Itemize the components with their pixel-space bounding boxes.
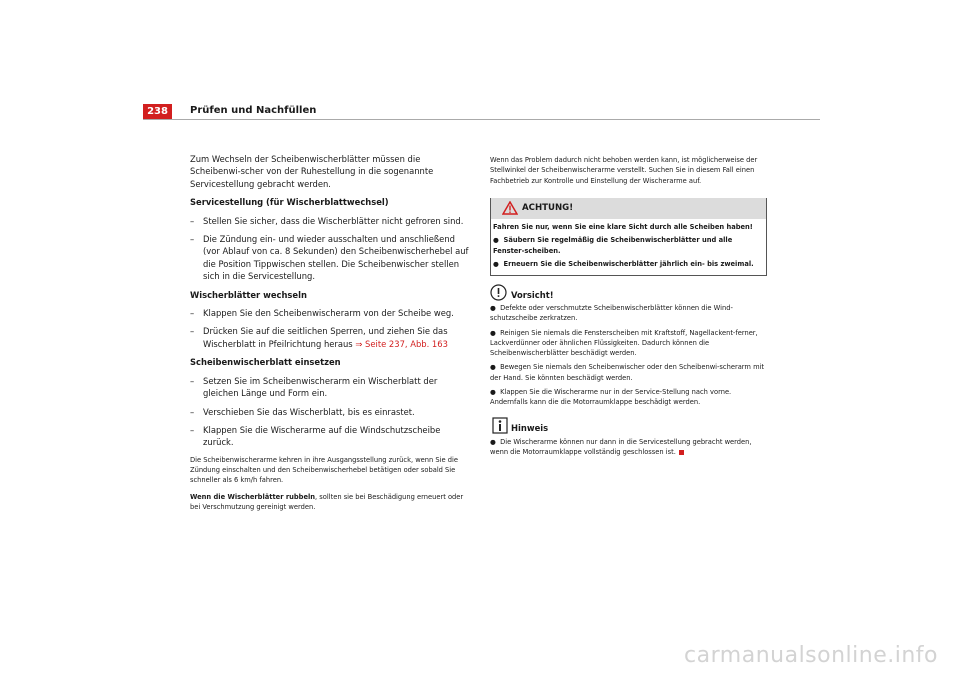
- page-number: 238: [143, 104, 172, 120]
- page-reference-link[interactable]: ⇒ Seite 237, Abb. 163: [355, 338, 448, 349]
- left-column: [190, 153, 470, 518]
- section-heading-einsetzen: Scheibenwischerblatt einsetzen: [190, 357, 341, 368]
- section-heading-wechseln: Wischerblätter wechseln: [190, 289, 307, 300]
- info-note-icon: [492, 417, 508, 434]
- warning-item-text: Säubern Sie regelmäßig die Scheibenwischerblätter und alle Fenster-scheiben.: [493, 236, 733, 255]
- note-rest: , sollten sie bei Beschädigung erneuert oder bei Verschmutzung gereinigt werden.: [190, 492, 464, 511]
- hint-item: ● Die Wischerarme können nur dann in die Servicestellung gebracht werden, wenn die Motorraumklappe vollständig geschlossen ist.: [490, 438, 752, 457]
- page-header-title: Prüfen und Nachfüllen: [190, 105, 317, 116]
- hint-section: [490, 417, 765, 458]
- warning-title: ACHTUNG!: [522, 203, 574, 213]
- caution-header: [490, 284, 765, 303]
- list-item: – Die Zündung ein- und wieder ausschalten und anschließend (vor Ablauf von ca. 8 Sekunden) den Scheibenwischerhebel auf die Position Tippwischen stellen. Die Scheibenwischer stellen sich in die Servicestellung.: [190, 234, 469, 282]
- note-bold-lead: Wenn die Wischerblätter rubbeln: [190, 492, 316, 501]
- exclamation-circle-icon: [490, 284, 507, 301]
- note-paragraph-rubbeln: [190, 492, 470, 513]
- warning-body: [491, 219, 766, 275]
- caution-item-text: Klappen Sie die Wischerarme nur in der Service-Stellung nach vorne. Andernfalls kann die die Motorraumklappe beschädigt werden.: [490, 388, 732, 407]
- warning-item: ● Säubern Sie regelmäßig die Scheibenwischerblätter und alle Fenster-scheiben.: [493, 236, 733, 255]
- list-item-text: Setzen Sie im Scheibenwischerarm ein Wischerblatt der gleichen Länge und Form ein.: [203, 375, 438, 399]
- warning-item-text: Erneuern Sie die Scheibenwischerblätter jährlich ein- bis zweimal.: [503, 259, 754, 268]
- right-intro-text: Wenn das Problem dadurch nicht behoben werden kann, ist möglicherweise der Stellwinkel der Scheibenwischerarme verstellt. Suchen Sie in diesem Fall einen Fachbetrieb zur Kontrolle und Einstellung der Wischerarme auf.: [490, 156, 758, 185]
- list-item-text: Die Zündung ein- und wieder ausschalten und anschließend (vor Ablauf von ca. 8 Sekunden) den Scheibenwischerhebel auf die Position Tippwischen stellen. Die Scheibenwischer stellen sich in die Servicestellung.: [203, 234, 469, 282]
- hint-item-text: Die Wischerarme können nur dann in die Servicestellung gebracht werden, wenn die Motorraumklappe vollständig geschlossen ist.: [490, 438, 752, 457]
- caution-item-text: Bewegen Sie niemals den Scheibenwischer oder den Scheibenwi-scherarm mit der Hand. Sie könnten beschädigt werden.: [490, 363, 765, 382]
- list-item: – Setzen Sie im Scheibenwischerarm ein Wischerblatt der gleichen Länge und Form ein.: [190, 375, 438, 399]
- list-item-text: Klappen Sie den Scheibenwischerarm von der Scheibe weg.: [203, 308, 454, 319]
- intro-paragraph: Zum Wechseln der Scheibenwischerblätter müssen die Scheibenwi-scher von der Ruhestellung in die sogenannte Servicestellung gebracht werden.: [190, 154, 434, 189]
- list-item-text: Klappen Sie die Wischerarme auf die Windschutzscheibe zurück.: [203, 424, 441, 448]
- warning-item: ● Erneuern Sie die Scheibenwischerblätter jährlich ein- bis zweimal.: [493, 259, 754, 268]
- list-item: – Klappen Sie den Scheibenwischerarm von der Scheibe weg.: [190, 308, 454, 319]
- list-item-text: Stellen Sie sicher, dass die Wischerblätter nicht gefroren sind.: [203, 215, 464, 226]
- header-divider: [143, 119, 820, 120]
- caution-item-text: Defekte oder verschmutzte Scheibenwischerblätter können die Wind-schutzscheibe zerkratzen.: [490, 304, 733, 323]
- warning-header: [491, 198, 766, 219]
- list-item: – Klappen Sie die Wischerarme auf die Windschutzscheibe zurück.: [190, 424, 441, 448]
- end-of-section-marker: [679, 450, 684, 455]
- warning-triangle-icon: [502, 201, 518, 215]
- caution-item: ● Klappen Sie die Wischerarme nur in der Service-Stellung nach vorne. Andernfalls kann die die Motorraumklappe beschädigt werden.: [490, 388, 732, 407]
- list-item: – Stellen Sie sicher, dass die Wischerblätter nicht gefroren sind.: [190, 215, 464, 226]
- warning-box: [490, 198, 767, 276]
- caution-item: ● Defekte oder verschmutzte Scheibenwischerblätter können die Wind-schutzscheibe zerkratzen.: [490, 304, 733, 323]
- list-item: – Drücken Sie auf die seitlichen Sperren, und ziehen Sie das Wischerblatt in Pfeilrichtung heraus ⇒ Seite 237, Abb. 163: [190, 326, 448, 349]
- caution-item-text: Reinigen Sie niemals die Fensterscheiben mit Kraftstoff, Nagellackent-ferner, Lackverdünner oder ähnlichen Flüssigkeiten. Dadurch können die Scheibenwischerblätter beschädigt werden.: [490, 328, 758, 358]
- list-item: – Verschieben Sie das Wischerblatt, bis es einrastet.: [190, 406, 415, 417]
- list-item-text: Verschieben Sie das Wischerblatt, bis es einrastet.: [203, 406, 415, 417]
- caution-item: ● Reinigen Sie niemals die Fensterscheiben mit Kraftstoff, Nagellackent-ferner, Lackverdünner oder ähnlichen Flüssigkeiten. Dadurch können die Scheibenwischerblätter beschädigt werden.: [490, 328, 758, 358]
- list-item-text: Drücken Sie auf die seitlichen Sperren, und ziehen Sie das Wischerblatt in Pfeilrichtung heraus: [203, 326, 448, 349]
- warning-line: Fahren Sie nur, wenn Sie eine klare Sicht durch alle Scheiben haben!: [493, 223, 753, 231]
- hint-title: Hinweis: [511, 423, 549, 433]
- caution-title: Vorsicht!: [511, 290, 554, 300]
- note-paragraph: Die Scheibenwischerarme kehren in ihre Ausgangsstellung zurück, wenn Sie die Zündung einschalten und den Scheibenwischerhebel betätigen oder sobald Sie schneller als 6 km/h fahren.: [190, 455, 458, 485]
- watermark: carmanualsonline.info: [684, 643, 938, 668]
- right-intro: [490, 155, 765, 186]
- caution-section: [490, 284, 765, 412]
- hint-header: [490, 417, 765, 437]
- caution-item: ● Bewegen Sie niemals den Scheibenwischer oder den Scheibenwi-scherarm mit der Hand. Sie könnten beschädigt werden.: [490, 363, 765, 382]
- section-heading-servicestellung: Servicestellung (für Wischerblattwechsel): [190, 197, 389, 208]
